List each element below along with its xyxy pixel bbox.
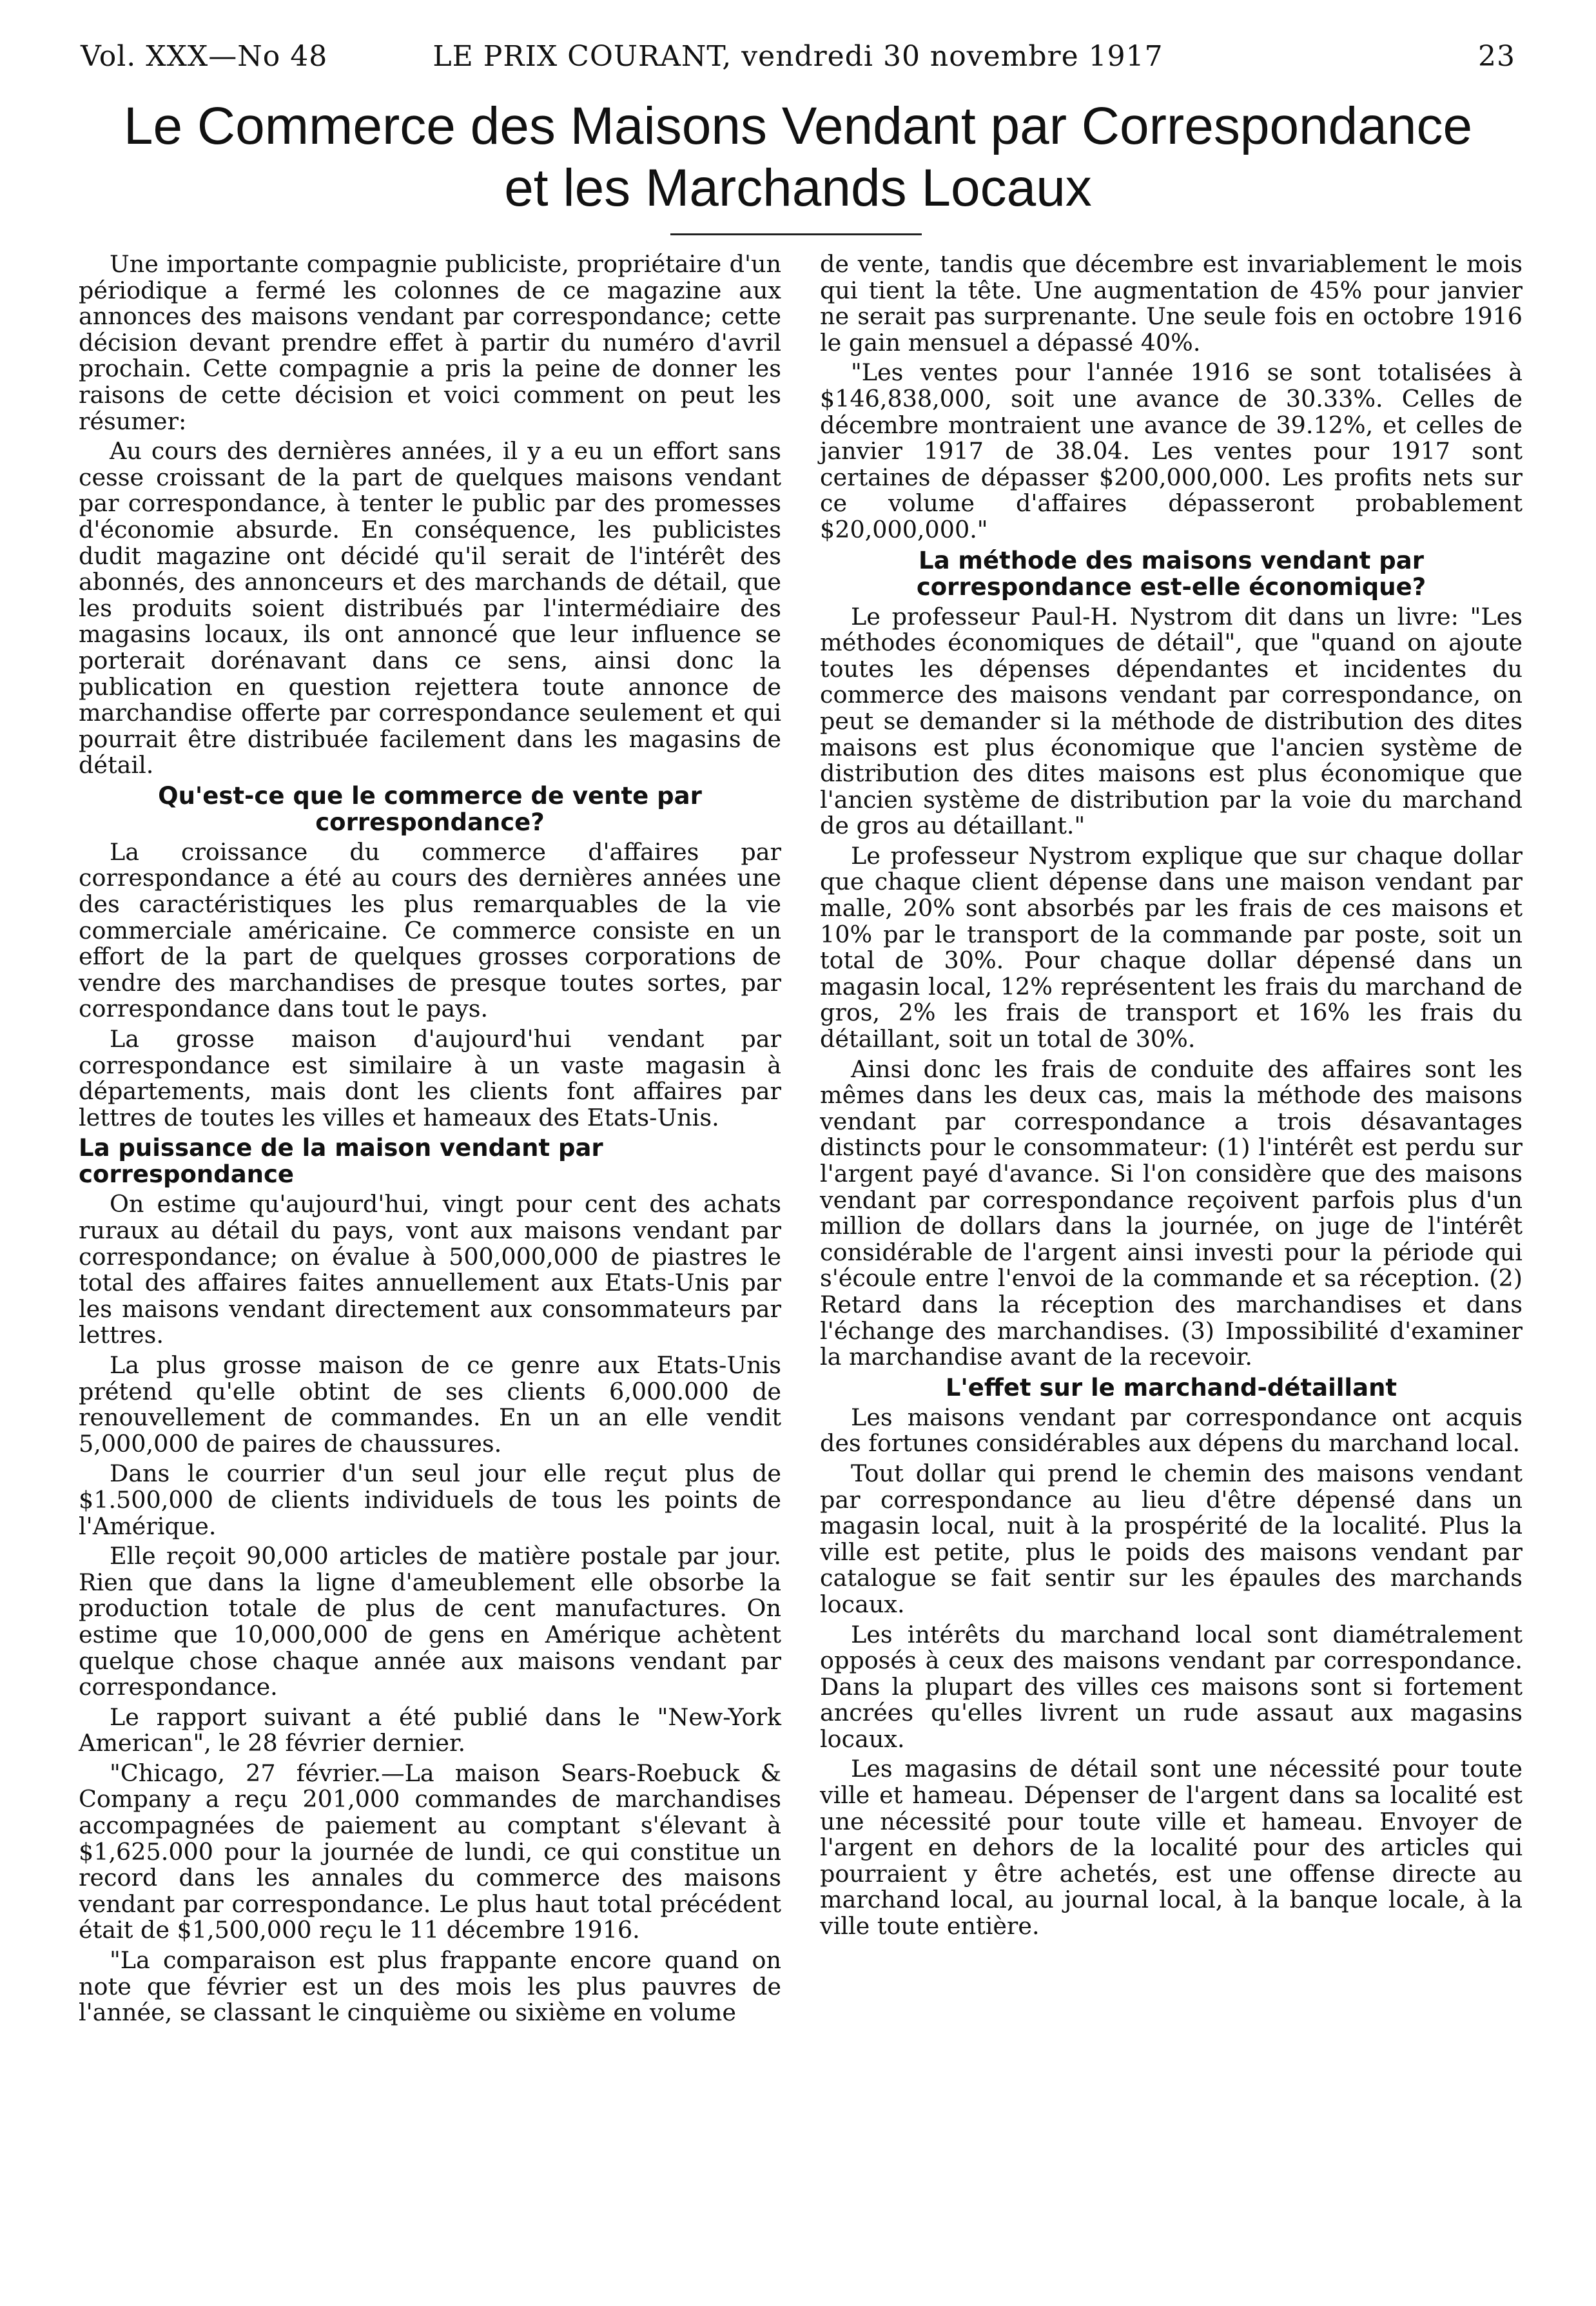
article-title	[81, 95, 1515, 219]
paragraph: La grosse maison d'aujourd'hui vendant par correspondance est similaire à un vaste magasin à départements, mais dont les clients font affaires par lettres de toutes les villes et hameaux des Etats-Unis.	[79, 1025, 781, 1131]
paragraph: "Chicago, 27 février.—La maison Sears-Roebuck & Company a reçu 201,000 commandes de marchandises accompagnées de paiement au comptant s'élevant à $1,625.000 pour la journée de lundi, ce qui constitue un record dans les annales du commerce des maisons vendant par correspondance. Le plus haut total précédent était de $1,500,000 reçu le 11 décembre 1916.	[79, 1759, 781, 1944]
publication-line: LE PRIX COURANT, vendredi 30 novembre 1917	[433, 40, 1163, 73]
paragraph: Le professeur Paul-H. Nystrom dit dans un livre: "Les méthodes économiques de détail", que "quand on ajoute toutes les dépenses dépendantes et incidentes du commerce des maisons vendant par correspondance, on peut se demander si la méthode de distribution des dites maisons est plus économique que l'ancien système de distribution des dites maisons est plus économique que l'ancien système de distribution par la voie du marchand de gros au détaillant."	[820, 602, 1523, 840]
page-header	[81, 40, 1515, 85]
paragraph: de vente, tandis que décembre est invariablement le mois qui tient la tête. Une augmentation de 45% pour janvier ne serait pas surprenante. Une seule fois en octobre 1916 le gain mensuel a dépassé 40%.	[820, 250, 1523, 357]
volume-number: Vol. XXX—No 48	[81, 40, 328, 73]
paragraph: Tout dollar qui prend le chemin des maisons vendant par correspondance au lieu d'être dépensé dans un magasin local, nuit à la prospérité de la localité. Plus la ville est petite, plus le poids des maisons vendant par catalogue se fait sentir sur les épaules des marchands locaux.	[820, 1459, 1523, 1618]
section-heading: L'effet sur le marchand-détaillant	[945, 1373, 1397, 1402]
section-heading: Qu'est-ce que le commerce de vente par correspondance?	[158, 781, 702, 836]
title-line-1: Le Commerce des Maisons Vendant par Correspondance	[123, 97, 1473, 155]
paragraph: Elle reçoit 90,000 articles de matière postale par jour. Rien que dans la ligne d'ameublement elle obsorbe la production totale de plus de cent manufactures. On estime que 10,000,000 de gens en Amérique achètent quelque chose chaque année aux maisons vendant par correspondance.	[79, 1542, 781, 1701]
section-heading: La puissance de la maison vendant par correspondance	[79, 1134, 603, 1189]
paragraph: On estime qu'aujourd'hui, vingt pour cent des achats ruraux au détail du pays, vont aux maisons vendant par correspondance; on évalue à 500,000,000 de piastres le total des affaires faites annuellement aux Etats-Unis par les maisons vendant directement aux consommateurs par lettres.	[79, 1190, 781, 1349]
paragraph: Les intérêts du marchand local sont diamétralement opposés à ceux des maisons vendant par correspondance. Dans la plupart des villes ces maisons sont si fortement ancrées qu'elles livrent un rude assaut aux magasins locaux.	[820, 1620, 1523, 1753]
page-number: 23	[1478, 40, 1515, 73]
paragraph: Ainsi donc les frais de conduite des affaires sont les mêmes dans les deux cas, mais la méthode des maisons vendant par correspondance a trois désavantages distincts pour le consommateur: (1) l'intérêt est perdu sur l'argent payé d'avance. Si l'on considère que des maisons vendant par correspondance reçoivent parfois plus d'un million de dollars dans la journée, on juge de l'intérêt considérable de l'argent ainsi investi pour la période qui s'écoule entre l'envoi de la commande et sa réception. (2) Retard dans la réception des marchandises et dans l'échange des marchandises. (3) Impossibilité d'examiner la marchandise avant de la recevoir.	[820, 1055, 1523, 1371]
title-divider	[670, 233, 922, 235]
paragraph: "La comparaison est plus frappante encore quand on note que février est un des mois les plus pauvres de l'année, se classant le cinquième ou sixième en volume	[79, 1946, 781, 2027]
right-column	[820, 251, 1523, 1944]
paragraph: "Les ventes pour l'année 1916 se sont totalisées à $146,838,000, soit une avance de 30.33%. Celles de décembre montraient une avance de 39.12%, et celles de janvier 1917 de 38.04. Les ventes pour 1917 sont certaines de dépasser $200,000,000. Les profits nets sur ce volume d'affaires dépasseront probablement $20,000,000."	[820, 358, 1523, 543]
paragraph: Dans le courrier d'un seul jour elle reçut plus de $1.500,000 de clients individuels de tous les points de l'Amérique.	[79, 1460, 781, 1540]
paragraph: Une importante compagnie publiciste, propriétaire d'un périodique a fermé les colonnes de ce magazine aux annonces des maisons vendant par correspondance; cette décision devant prendre effet à partir du numéro d'avril prochain. Cette compagnie a pris la peine de donner les raisons de cette décision et voici comment on peut les résumer:	[79, 250, 781, 435]
section-heading: La méthode des maisons vendant par correspondance est-elle économique?	[916, 546, 1426, 601]
paragraph: Le professeur Nystrom explique que sur chaque dollar que chaque client dépense dans une maison vendant par malle, 20% sont absorbés par les frais de ces maisons et 10% par le transport de la commande par poste, soit un total de 30%. Pour chaque dollar dépensé dans un magasin local, 12% représentent les frais du marchand de gros, 2% les frais de transport et 16% les frais du détaillant, soit un total de 30%.	[820, 841, 1523, 1053]
paragraph: Les magasins de détail sont une nécessité pour toute ville et hameau. Dépenser de l'argent dans sa localité est une nécessité pour toute ville et hameau. Envoyer de l'argent en dehors de la localité pour des articles qui pourraient y être achetés, est une offense directe au marchand local, au journal local, à la banque locale, à la ville toute entière.	[820, 1755, 1523, 1940]
paragraph: Les maisons vendant par correspondance ont acquis des fortunes considérables aux dépens du marchand local.	[820, 1403, 1523, 1458]
paragraph: La plus grosse maison de ce genre aux Etats-Unis prétend qu'elle obtint de ses clients 6,000.000 de renouvellement de commandes. En un an elle vendit 5,000,000 de paires de chaussures.	[79, 1351, 781, 1458]
left-column	[79, 251, 781, 2030]
title-line-2: et les Marchands Locaux	[504, 159, 1092, 217]
paragraph: Le rapport suivant a été publié dans le "New-York American", le 28 février dernier.	[79, 1703, 781, 1757]
paragraph: Au cours des dernières années, il y a eu un effort sans cesse croissant de la part de quelques maisons vendant par correspondance, à tenter le public par des promesses d'économie absurde. En conséquence, les publicistes dudit magazine ont décidé qu'il serait de l'intérêt des abonnés, des annonceurs et des marchands de détail, que les produits soient distribués par l'intermédiaire des magasins locaux, ils ont annoncé que leur influence se porterait dorénavant dans ce sens, ainsi donc la publication en question rejettera toute annonce de marchandise offerte par correspondance seulement et qui pourrait être distribuée facilement dans les magasins de détail.	[79, 437, 781, 779]
paragraph: La croissance du commerce d'affaires par correspondance a été au cours des dernières années une des caractéristiques les plus remarquables de la vie commerciale américaine. Ce commerce consiste en un effort de la part de quelques grosses corporations de vendre des marchandises de presque toutes sortes, par correspondance dans tout le pays.	[79, 837, 781, 1023]
